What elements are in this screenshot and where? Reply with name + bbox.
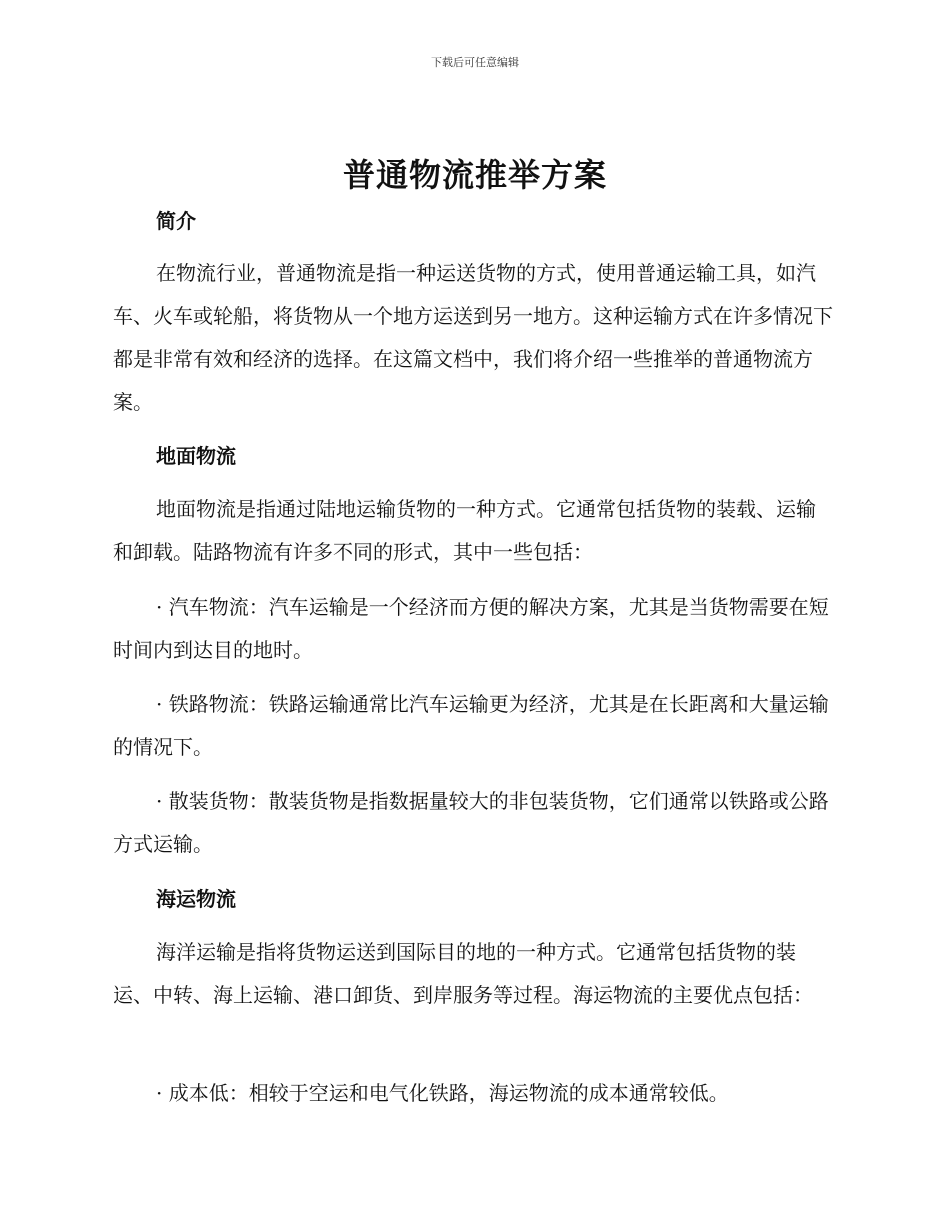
page-header: 下载后可任意编辑 [431, 56, 519, 69]
section-heading: 海运物流 [156, 887, 236, 911]
section-ground [113, 441, 835, 471]
paragraph: 海洋运输是指将货物运送到国际目的地的一种方式。它通常包括货物的装运、中转、海上运输、港口卸货、到岸服务等过程。海运物流的主要优点包括： [113, 940, 813, 1007]
list-item: · 汽车物流：汽车运输是一个经济而方便的解决方案，尤其是当货物需要在短时间内到达目的地时。 [113, 595, 829, 662]
list-item: · 散装货物：散装货物是指数据量较大的非包装货物，它们通常以铁路或公路方式运输。 [113, 789, 829, 856]
paragraph: 地面物流是指通过陆地运输货物的一种方式。它通常包括货物的装载、运输和卸载。陆路物流有许多不同的形式，其中一些包括： [113, 497, 816, 564]
section-intro-body [113, 252, 835, 424]
list-item-wrap [113, 1072, 835, 1115]
list-item: · 成本低：相较于空运和电气化铁路，海运物流的成本通常较低。 [156, 1081, 729, 1105]
list-item-wrap [113, 683, 835, 769]
section-intro [113, 206, 835, 236]
list-item: · 铁路物流：铁路运输通常比汽车运输更为经济，尤其是在长距离和大量运输的情况下。 [113, 692, 829, 759]
list-item-wrap [113, 780, 835, 866]
section-heading: 地面物流 [156, 444, 236, 468]
section-heading: 简介 [156, 209, 196, 233]
paragraph: 在物流行业，普通物流是指一种运送货物的方式，使用普通运输工具，如汽车、火车或轮船，将货物从一个地方运送到另一地方。这种运输方式在许多情况下都是非常有效和经济的选择。在这篇文档中，我们将介绍一些推举的普通物流方案。 [113, 261, 833, 414]
section-sea-body [113, 931, 835, 1017]
section-sea [113, 884, 835, 914]
page-title: 普通物流推举方案 [342, 156, 607, 194]
section-ground-body [113, 488, 835, 574]
list-item-wrap [113, 586, 835, 672]
